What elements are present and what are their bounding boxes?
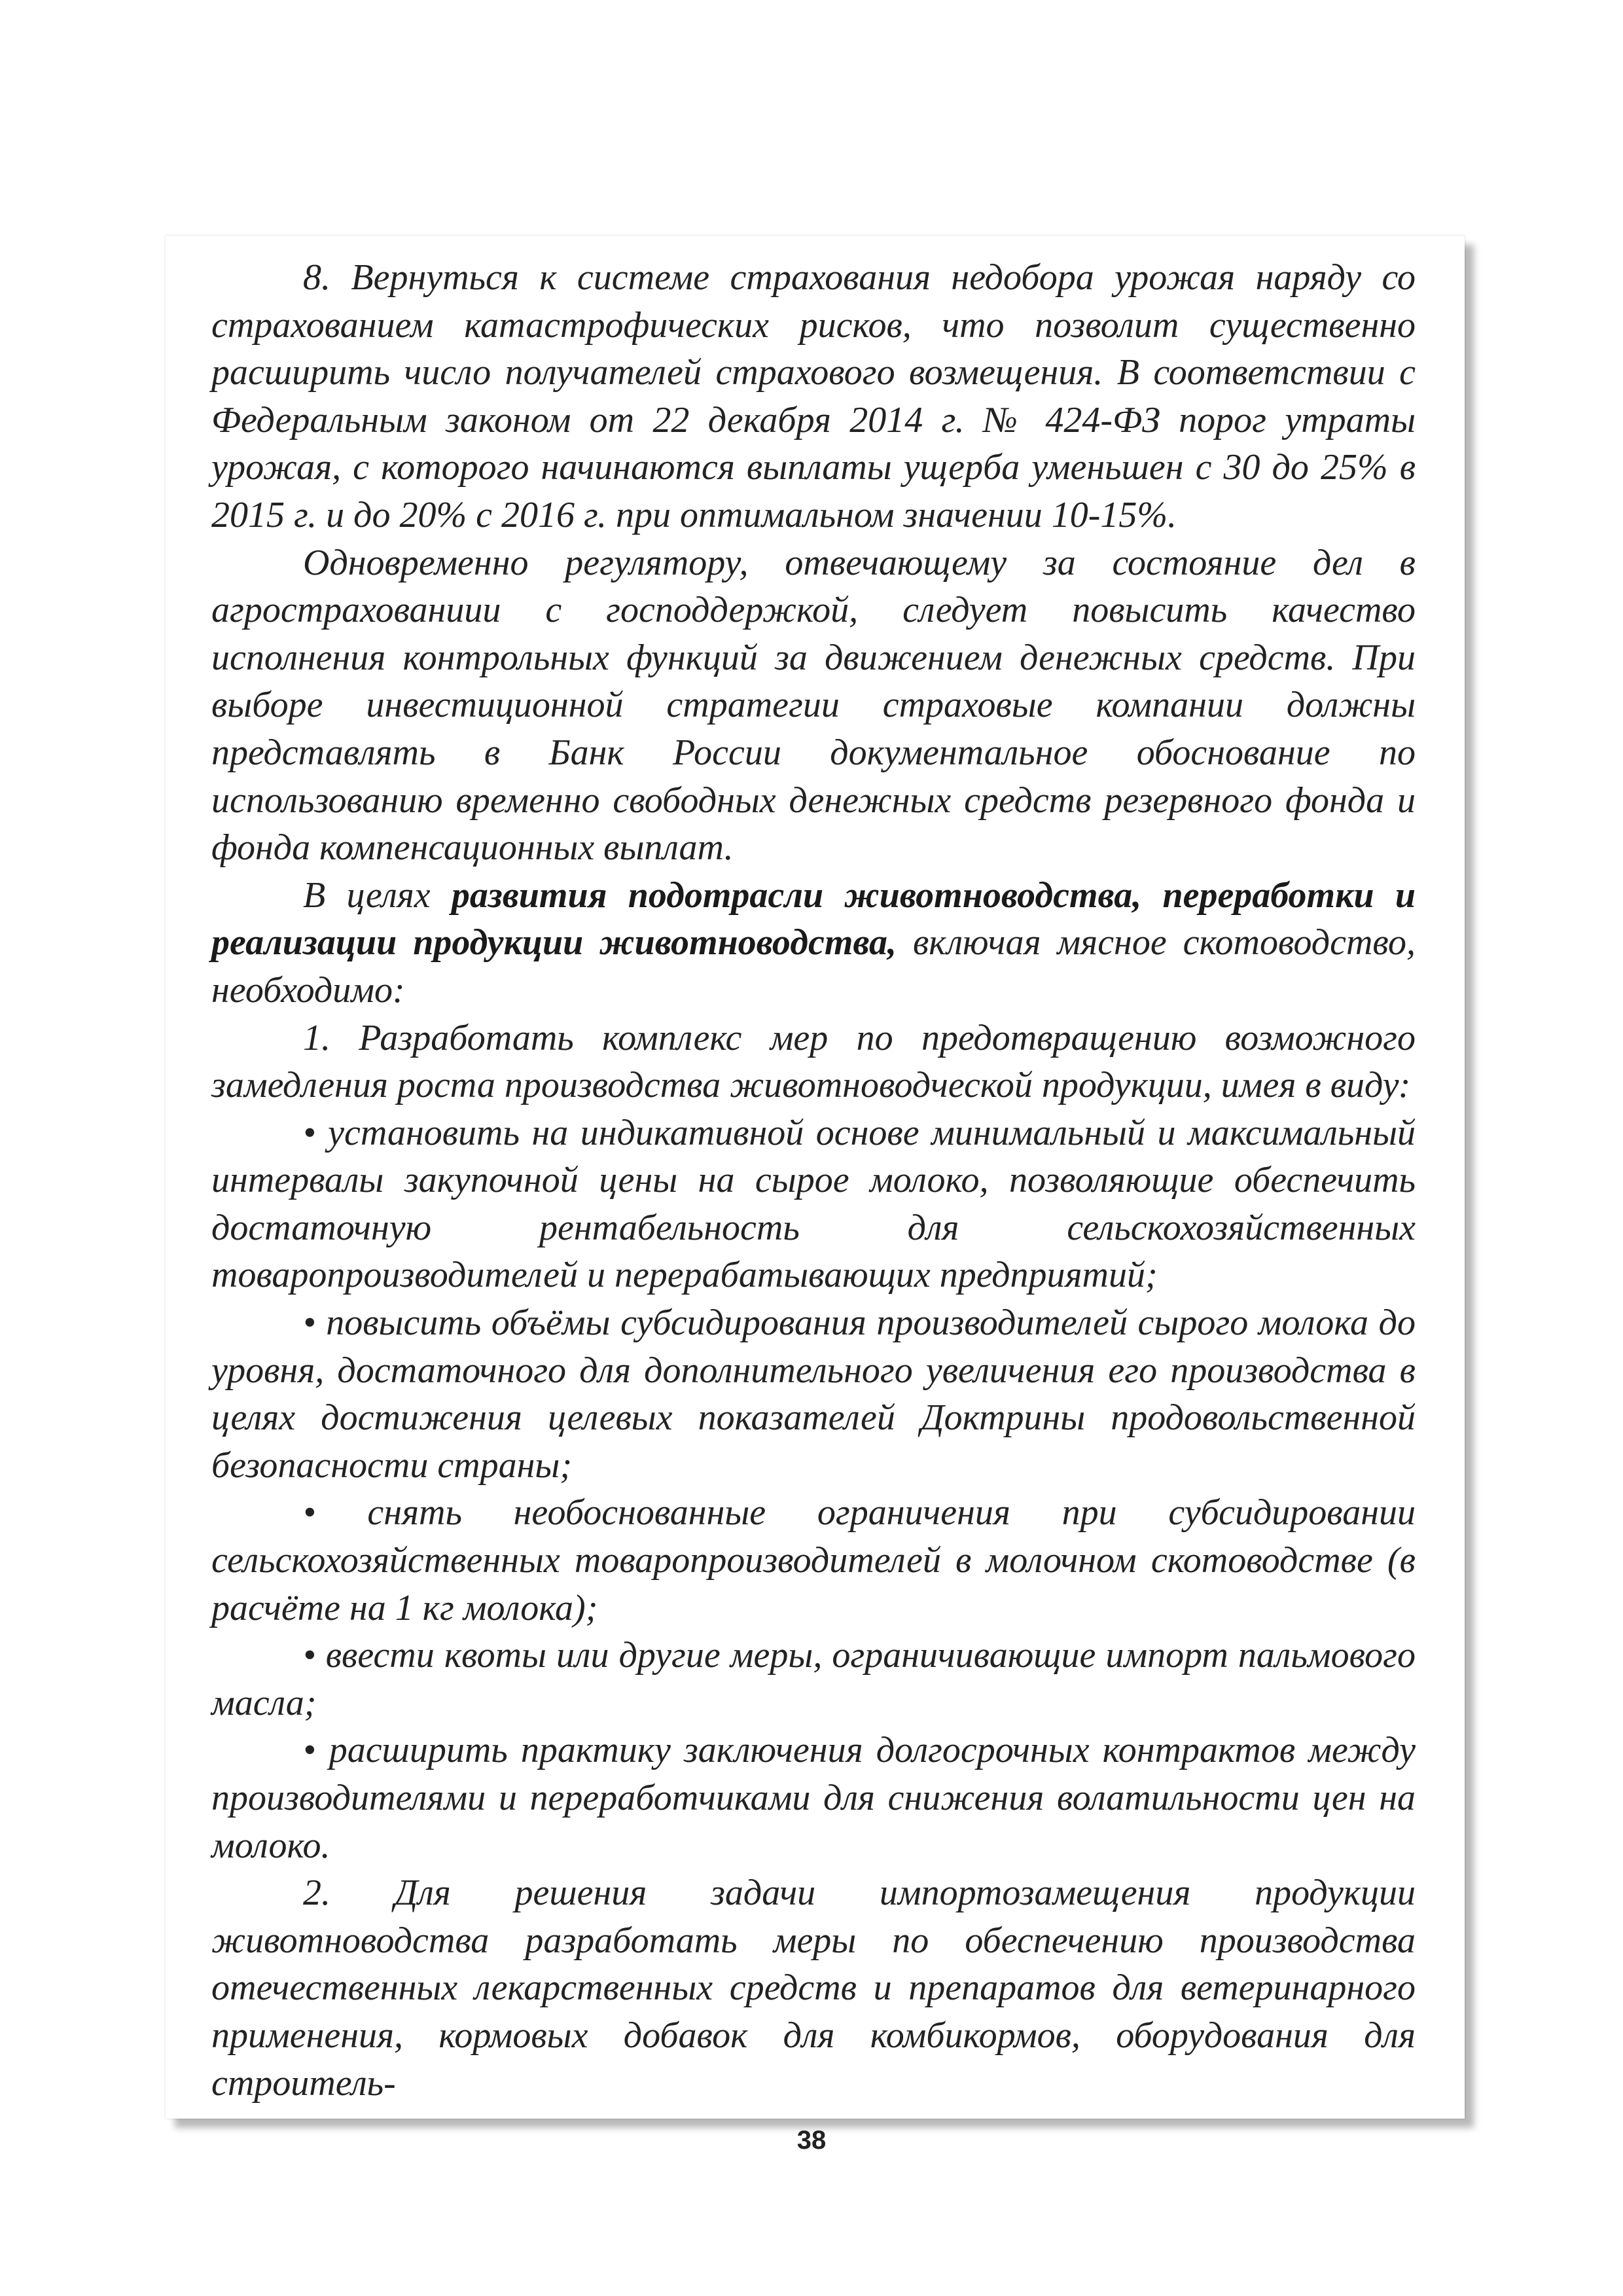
paragraph-item-1: 1. Разработать комплекс мер по предотвращению возможного замедления роста производства животноводческой продукции, имея в виду: (211, 1017, 1416, 1106)
bullet-item-subsidy: • повысить объёмы субсидирования производителей сырого молока до уровня, достаточного для дополнительного увеличения его производства в целях достижения целевых показателей Доктрины продовольственной безопасности страны; (211, 1302, 1416, 1486)
page-number: 38 (796, 2126, 827, 2155)
bullet-item-quotas: • ввести квоты или другие меры, ограничивающие импорт пальмового масла; (211, 1635, 1416, 1723)
paragraph-item-2: 2. Для решения задачи импортозамещения продукции животноводства разработать меры по обеспечению производства отечественных лекарственных средств и препаратов для ветеринарного применения, кормовых добавок для комбикормов, оборудования для строитель- (211, 1873, 1416, 2104)
body-text (211, 254, 1416, 2107)
bullet-item-restrictions: • снять необоснованные ограничения при субсидировании сельскохозяйственных товаропроизводителей в молочном скотоводстве (в расчёте на 1 кг молока); (211, 1492, 1416, 1628)
paragraph-livestock-intro (211, 872, 1416, 1014)
intro-tail: включая мясное скотоводство, необходимо: (211, 922, 1416, 1011)
bullet-item-price: • установить на индикативной основе минимальный и максимальный интервалы закупочной цены на сырое молоко, позволяющие обеспечить достаточную рентабельность для сельскохозяйственных товаропроизводителей и перерабатывающих предприятий; (211, 1112, 1416, 1296)
paragraph-item-8: 8. Вернуться к системе страхования недобора урожая наряду со страхованием катастрофических рисков, что позволит существенно расширить число получателей страхового возмещения. В соответствии с Федеральным законом от 22 декабря 2014 г. № 424-ФЗ порог утраты урожая, с которого начинаются выплаты ущерба уменьшен с 30 до 25% в 2015 г. и до 20% с 2016 г. при оптимальном значении 10-15%. (211, 257, 1416, 535)
intro-bold: развития подотрасли животноводства, переработки и реализации продукции животноводства, (211, 874, 1416, 963)
paragraph-regulator: Одновременно регулятору, отвечающему за состояние дел в агрострахованиии с господдержкой, следует повысить качество исполнения контрольных функций за движением денежных средств. При выборе инвестиционной стратегии страховые компании должны представлять в Банк России документальное обоснование по использованию временно свободных денежных средств резервного фонда и фонда компенсационных выплат. (211, 542, 1416, 869)
bullet-item-contracts: • расширить практику заключения долгосрочных контрактов между производителями и переработчиками для снижения волатильности цен на молоко. (211, 1730, 1416, 1866)
intro-lead: В целях (303, 874, 452, 916)
